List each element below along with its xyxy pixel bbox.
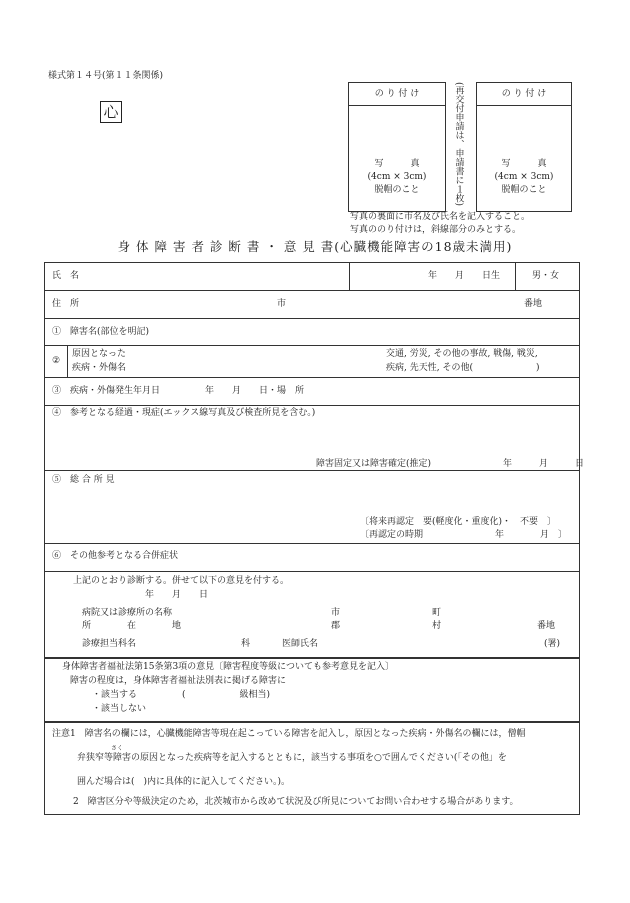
- opinion-degree: 障害の程度は，身体障害者福祉法別表に掲げる障害に: [70, 676, 287, 686]
- note-2: 2 障害区分や等級決定のため，北茨城市から改めて状況及び所見についてお問い合わせする場合があります。: [73, 797, 519, 807]
- address-label: 住 所: [52, 299, 80, 309]
- hospital-village: 村: [432, 621, 442, 631]
- hospital-city: 市: [331, 608, 341, 618]
- hospital-name-label: 病院又は診療所の名称: [82, 608, 173, 618]
- cause-options-1: 交通, 労災, その他の事故, 戦傷, 戦災,: [386, 349, 538, 359]
- photo-left-size: (4cm × 3cm): [367, 172, 427, 182]
- note-1-line-2: 弁狭窄等障害の原因となった疾病等を記入するとともに，該当する事項を○で囲んでください(「その他」を: [77, 753, 507, 763]
- hospital-location-label: 所 在 地: [82, 621, 182, 631]
- hospital-county: 郡: [331, 621, 341, 631]
- recertification-period: 〔再認定の時期 年 月 〕: [360, 530, 568, 540]
- birth-date-label: 年 月 日生: [428, 271, 501, 281]
- disability-name-label: ① 障害名(部位を明記): [52, 327, 150, 337]
- photo-left-header: の り 付 け: [374, 89, 420, 99]
- address-city: 市: [277, 299, 287, 309]
- address-banchi: 番地: [524, 299, 543, 309]
- name-label: 氏 名: [52, 271, 80, 281]
- onset-date-label: ③ 疾病・外傷発生年月日 年 月 日・場 所: [52, 386, 305, 396]
- opinion-applicable: ・該当する ( 級相当): [92, 690, 271, 700]
- photo-right-capoff: 脱帽のこと: [501, 185, 547, 195]
- photo-left-capoff: 脱帽のこと: [374, 185, 420, 195]
- cause-options-2: 疾病, 先天性, その他( ): [386, 363, 540, 373]
- photo-box-left: [348, 82, 446, 212]
- hospital-town: 町: [432, 608, 442, 618]
- photo-note-1: 写真の裏面に市名及び氏名を記入すること。: [350, 212, 531, 222]
- complications-label: ⑥ その他参考となる合併症状: [52, 551, 179, 561]
- document-title: 身 体 障 害 者 診 断 書 ・ 意 見 書(心臓機能障害の18歳未満用): [117, 239, 513, 254]
- cause-number: ②: [52, 356, 61, 366]
- hospital-banchi: 番地: [537, 621, 556, 631]
- doctor-name-label: 医師氏名: [282, 639, 319, 649]
- photo-note-2: 写真ののり付けは，斜線部分のみとする。: [350, 225, 522, 235]
- photo-right-label: 写 真: [501, 159, 547, 169]
- note-1-line-1: 注意1 障害名の欄には，心臓機能障害等現在起こっている障害を記入し，原因となった疾病・外傷名の欄には，僧帽: [52, 729, 526, 739]
- department-label: 診療担当科名: [82, 639, 137, 649]
- reissue-note: (再交付申請は、申請書に１枚): [453, 82, 464, 207]
- clinical-course-label: ④ 参考となる経過・現症(エックス線写真及び検査所見を含む。): [52, 408, 316, 418]
- form-number: 様式第１４号(第１１条関係): [48, 71, 164, 81]
- overall-findings-label: ⑤ 総 合 所 見: [52, 475, 115, 485]
- photo-right-size: (4cm × 3cm): [494, 172, 554, 182]
- diagnosis-statement: 上記のとおり診断する。併せて以下の意見を付する。: [73, 576, 290, 586]
- recertification-required: 〔将来再認定 要(軽度化・重度化)・ 不要 〕: [360, 517, 557, 527]
- kokoro-mark: 心: [100, 101, 122, 123]
- cause-label-1: 原因となった: [72, 349, 127, 359]
- sex-label: 男・女: [532, 271, 560, 281]
- diagnosis-date: 年 月 日: [145, 590, 209, 600]
- photo-right-header: の り 付 け: [501, 89, 547, 99]
- signature-mark: (署): [544, 639, 561, 649]
- photo-left-label: 写 真: [374, 159, 420, 169]
- disability-fixed-date: 障害固定又は障害確定(推定) 年 月 日: [316, 459, 585, 469]
- opinion-heading: 身体障害者福祉法第15条第3項の意見〔障害程度等級についても参考意見を記入〕: [62, 662, 395, 672]
- department-ka: 科: [241, 639, 251, 649]
- note-1-line-3: 囲んだ場合は( )内に具体的に記入してください。)。: [77, 777, 291, 787]
- ruby-saku: さく: [111, 745, 124, 752]
- opinion-not-applicable: ・該当しない: [92, 704, 147, 714]
- cause-label-2: 疾病・外傷名: [72, 363, 127, 373]
- photo-box-right: [476, 82, 572, 212]
